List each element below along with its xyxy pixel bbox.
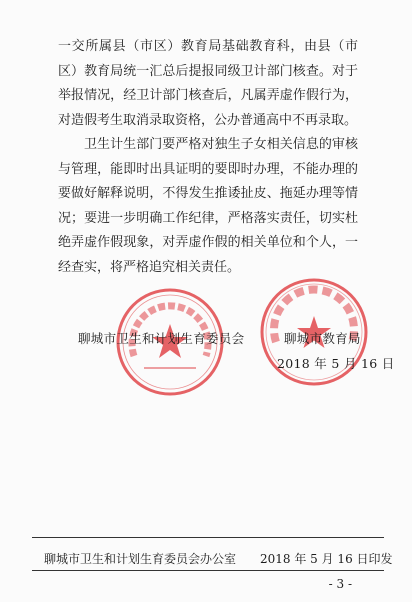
footer-print-date: 2018 年 5 月 16 日印发 <box>260 552 393 566</box>
footer-top-rule <box>32 537 384 538</box>
footer-bottom-rule <box>32 570 384 571</box>
body-paragraph-2: 卫生计生部门要严格对独生子女相关信息的审核与管理，能即时出具证明的要即时办理，不能办理的要做好解释说明，不得发生推诿扯皮、拖延办理等情况；要进一步明确工作纪律，严格落实责任，切实杜绝弄虚作假现象，对弄虚作假的相关单位和个人，一经查实，将严格追究相关责任。 <box>58 137 358 275</box>
signature-date: 2018 年 5 月 16 日 <box>277 356 395 371</box>
footer-issuer: 聊城市卫生和计划生育委员会办公室 <box>44 552 237 566</box>
left-signature-org: 聊城市卫生和计划生育委员会 <box>78 331 245 346</box>
right-signature-org: 聊城市教育局 <box>284 331 361 346</box>
body-paragraph-1: 一交所属县（市区）教育局基础教育科，由县（市区）教育局统一汇总后提报同级卫计部门核查。对于举报情况，经卫计部门核查后，凡属弄虚作假行为，对造假考生取消录取资格，公办普通高中不再录取。 <box>58 39 358 128</box>
page-number: - 3 - <box>328 577 352 591</box>
